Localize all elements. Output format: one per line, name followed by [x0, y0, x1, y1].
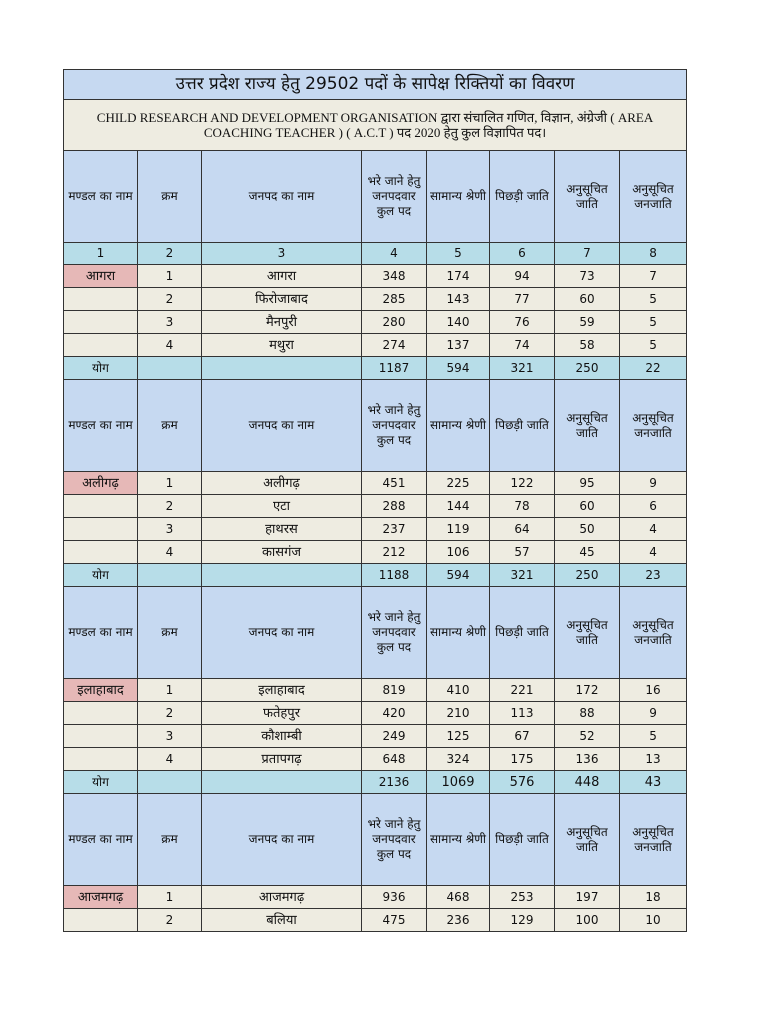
district-cell: प्रतापगढ़ [202, 748, 362, 771]
district-cell: हाथरस [202, 518, 362, 541]
column-header-sc: अनुसूचित जाति [555, 151, 620, 243]
district-cell: मैनपुरी [202, 311, 362, 334]
column-header-mandal: मण्डल का नाम [64, 794, 138, 886]
general-cell: 125 [427, 725, 490, 748]
district-cell: फतेहपुर [202, 702, 362, 725]
column-number: 7 [555, 243, 620, 265]
obc-cell: 74 [490, 334, 555, 357]
column-header-mandal: मण्डल का नाम [64, 380, 138, 472]
sc-cell: 60 [555, 495, 620, 518]
sc-cell: 95 [555, 472, 620, 495]
column-header-general: सामान्य श्रेणी [427, 151, 490, 243]
sc-cell: 73 [555, 265, 620, 288]
st-cell: 13 [620, 748, 687, 771]
serial-cell: 2 [138, 702, 202, 725]
mandal-cell-empty [64, 909, 138, 932]
sc-cell: 197 [555, 886, 620, 909]
total-label: योग [64, 771, 138, 794]
column-header-general: सामान्य श्रेणी [427, 794, 490, 886]
total-empty-cell [138, 357, 202, 380]
table-row [64, 679, 687, 702]
general-cell: 210 [427, 702, 490, 725]
serial-cell: 1 [138, 886, 202, 909]
general-cell: 225 [427, 472, 490, 495]
total-posts-cell: 212 [362, 541, 427, 564]
column-header-general: सामान्य श्रेणी [427, 587, 490, 679]
column-header-sc: अनुसूचित जाति [555, 380, 620, 472]
st-cell: 4 [620, 518, 687, 541]
title-row [64, 70, 687, 100]
district-cell: बलिया [202, 909, 362, 932]
obc-sum: 321 [490, 564, 555, 587]
header-row [64, 587, 687, 679]
column-number: 2 [138, 243, 202, 265]
total-posts-cell: 288 [362, 495, 427, 518]
sc-cell: 172 [555, 679, 620, 702]
total-posts-cell: 237 [362, 518, 427, 541]
sc-cell: 50 [555, 518, 620, 541]
total-posts-cell: 249 [362, 725, 427, 748]
sc-cell: 52 [555, 725, 620, 748]
st-cell: 18 [620, 886, 687, 909]
total-posts-cell: 285 [362, 288, 427, 311]
mandal-name: इलाहाबाद [64, 679, 138, 702]
table-row [64, 886, 687, 909]
column-header-general: सामान्य श्रेणी [427, 380, 490, 472]
total-posts-sum: 1187 [362, 357, 427, 380]
mandal-cell-empty [64, 334, 138, 357]
general-cell: 119 [427, 518, 490, 541]
obc-sum: 576 [490, 771, 555, 794]
column-header-kram: क्रम [138, 794, 202, 886]
column-header-total-posts: भरे जाने हेतु जनपदवार कुल पद [362, 587, 427, 679]
obc-cell: 94 [490, 265, 555, 288]
obc-cell: 175 [490, 748, 555, 771]
st-sum: 43 [620, 771, 687, 794]
column-header-total-posts: भरे जाने हेतु जनपदवार कुल पद [362, 380, 427, 472]
sc-cell: 100 [555, 909, 620, 932]
district-cell: कौशाम्बी [202, 725, 362, 748]
st-cell: 10 [620, 909, 687, 932]
st-cell: 9 [620, 702, 687, 725]
total-posts-cell: 648 [362, 748, 427, 771]
total-empty-cell [138, 564, 202, 587]
total-posts-cell: 819 [362, 679, 427, 702]
st-cell: 5 [620, 288, 687, 311]
column-header-obc: पिछड़ी जाति [490, 587, 555, 679]
obc-cell: 57 [490, 541, 555, 564]
general-sum: 594 [427, 564, 490, 587]
district-cell: आजमगढ़ [202, 886, 362, 909]
mandal-cell-empty [64, 311, 138, 334]
table-row [64, 472, 687, 495]
general-cell: 144 [427, 495, 490, 518]
general-sum: 1069 [427, 771, 490, 794]
column-header-st: अनुसूचित जनजाति [620, 151, 687, 243]
column-number: 8 [620, 243, 687, 265]
total-posts-sum: 1188 [362, 564, 427, 587]
vacancy-table [63, 69, 687, 932]
total-posts-cell: 280 [362, 311, 427, 334]
page-subtitle: CHILD RESEARCH AND DEVELOPMENT ORGANISATION द्वारा संचालित गणित, विज्ञान, अंग्रेजी ( AREA COACHING TEACHER ) ( A.C.T ) पद 2020 हेतु कुल विज्ञापित पद। [64, 100, 687, 151]
obc-cell: 253 [490, 886, 555, 909]
column-header-janpad: जनपद का नाम [202, 587, 362, 679]
mandal-name: अलीगढ़ [64, 472, 138, 495]
total-empty-cell [138, 771, 202, 794]
st-cell: 5 [620, 311, 687, 334]
subtitle-row [64, 100, 687, 151]
column-header-janpad: जनपद का नाम [202, 380, 362, 472]
column-header-obc: पिछड़ी जाति [490, 794, 555, 886]
district-cell: आगरा [202, 265, 362, 288]
sc-cell: 58 [555, 334, 620, 357]
general-cell: 143 [427, 288, 490, 311]
column-header-kram: क्रम [138, 380, 202, 472]
column-header-st: अनुसूचित जनजाति [620, 380, 687, 472]
column-header-janpad: जनपद का नाम [202, 794, 362, 886]
column-header-sc: अनुसूचित जाति [555, 794, 620, 886]
district-cell: अलीगढ़ [202, 472, 362, 495]
serial-cell: 3 [138, 725, 202, 748]
obc-cell: 78 [490, 495, 555, 518]
obc-sum: 321 [490, 357, 555, 380]
st-cell: 5 [620, 725, 687, 748]
mandal-cell-empty [64, 541, 138, 564]
column-header-obc: पिछड़ी जाति [490, 151, 555, 243]
total-empty-cell [202, 564, 362, 587]
total-label: योग [64, 357, 138, 380]
st-cell: 6 [620, 495, 687, 518]
serial-cell: 1 [138, 679, 202, 702]
column-header-st: अनुसूचित जनजाति [620, 587, 687, 679]
district-cell: एटा [202, 495, 362, 518]
serial-cell: 4 [138, 541, 202, 564]
column-header-st: अनुसूचित जनजाति [620, 794, 687, 886]
total-posts-cell: 420 [362, 702, 427, 725]
sc-sum: 250 [555, 357, 620, 380]
sc-cell: 88 [555, 702, 620, 725]
serial-cell: 4 [138, 334, 202, 357]
general-cell: 468 [427, 886, 490, 909]
obc-cell: 221 [490, 679, 555, 702]
table-row [64, 334, 687, 357]
sc-cell: 136 [555, 748, 620, 771]
header-row [64, 380, 687, 472]
total-empty-cell [202, 357, 362, 380]
serial-cell: 2 [138, 288, 202, 311]
total-posts-cell: 936 [362, 886, 427, 909]
column-header-mandal: मण्डल का नाम [64, 587, 138, 679]
sc-cell: 45 [555, 541, 620, 564]
column-number: 4 [362, 243, 427, 265]
table-row [64, 288, 687, 311]
column-header-total-posts: भरे जाने हेतु जनपदवार कुल पद [362, 794, 427, 886]
st-cell: 4 [620, 541, 687, 564]
serial-cell: 1 [138, 472, 202, 495]
table-row [64, 909, 687, 932]
general-cell: 324 [427, 748, 490, 771]
page-title: उत्तर प्रदेश राज्य हेतु 29502 पदों के सापेक्ष रिक्तियों का विवरण [64, 70, 687, 100]
total-posts-cell: 475 [362, 909, 427, 932]
column-number: 5 [427, 243, 490, 265]
total-row [64, 771, 687, 794]
serial-cell: 3 [138, 311, 202, 334]
obc-cell: 76 [490, 311, 555, 334]
general-cell: 174 [427, 265, 490, 288]
table-row [64, 702, 687, 725]
general-cell: 137 [427, 334, 490, 357]
column-header-mandal: मण्डल का नाम [64, 151, 138, 243]
column-header-kram: क्रम [138, 587, 202, 679]
header-row [64, 151, 687, 243]
total-empty-cell [202, 771, 362, 794]
total-posts-sum: 2136 [362, 771, 427, 794]
st-sum: 23 [620, 564, 687, 587]
general-cell: 236 [427, 909, 490, 932]
obc-cell: 129 [490, 909, 555, 932]
serial-cell: 2 [138, 495, 202, 518]
serial-cell: 4 [138, 748, 202, 771]
table-row [64, 311, 687, 334]
mandal-cell-empty [64, 495, 138, 518]
table-row [64, 265, 687, 288]
table-row [64, 495, 687, 518]
column-header-kram: क्रम [138, 151, 202, 243]
district-cell: कासगंज [202, 541, 362, 564]
mandal-cell-empty [64, 748, 138, 771]
obc-cell: 77 [490, 288, 555, 311]
st-sum: 22 [620, 357, 687, 380]
total-label: योग [64, 564, 138, 587]
table-row [64, 748, 687, 771]
st-cell: 9 [620, 472, 687, 495]
column-header-sc: अनुसूचित जाति [555, 587, 620, 679]
obc-cell: 122 [490, 472, 555, 495]
column-number: 3 [202, 243, 362, 265]
district-cell: फिरोजाबाद [202, 288, 362, 311]
column-header-janpad: जनपद का नाम [202, 151, 362, 243]
sc-cell: 60 [555, 288, 620, 311]
mandal-cell-empty [64, 518, 138, 541]
general-cell: 140 [427, 311, 490, 334]
obc-cell: 113 [490, 702, 555, 725]
st-cell: 5 [620, 334, 687, 357]
column-header-obc: पिछड़ी जाति [490, 380, 555, 472]
total-posts-cell: 348 [362, 265, 427, 288]
obc-cell: 64 [490, 518, 555, 541]
sc-cell: 59 [555, 311, 620, 334]
st-cell: 7 [620, 265, 687, 288]
column-number: 6 [490, 243, 555, 265]
total-row [64, 564, 687, 587]
total-posts-cell: 451 [362, 472, 427, 495]
table-row [64, 725, 687, 748]
mandal-name: आजमगढ़ [64, 886, 138, 909]
serial-cell: 1 [138, 265, 202, 288]
mandal-cell-empty [64, 288, 138, 311]
serial-cell: 2 [138, 909, 202, 932]
district-cell: इलाहाबाद [202, 679, 362, 702]
mandal-name: आगरा [64, 265, 138, 288]
table-row [64, 518, 687, 541]
sc-sum: 250 [555, 564, 620, 587]
table-row [64, 541, 687, 564]
district-cell: मथुरा [202, 334, 362, 357]
mandal-cell-empty [64, 702, 138, 725]
general-sum: 594 [427, 357, 490, 380]
total-row [64, 357, 687, 380]
general-cell: 106 [427, 541, 490, 564]
column-number-row [64, 243, 687, 265]
column-header-total-posts: भरे जाने हेतु जनपदवार कुल पद [362, 151, 427, 243]
column-number: 1 [64, 243, 138, 265]
general-cell: 410 [427, 679, 490, 702]
sc-sum: 448 [555, 771, 620, 794]
header-row [64, 794, 687, 886]
serial-cell: 3 [138, 518, 202, 541]
obc-cell: 67 [490, 725, 555, 748]
total-posts-cell: 274 [362, 334, 427, 357]
mandal-cell-empty [64, 725, 138, 748]
st-cell: 16 [620, 679, 687, 702]
